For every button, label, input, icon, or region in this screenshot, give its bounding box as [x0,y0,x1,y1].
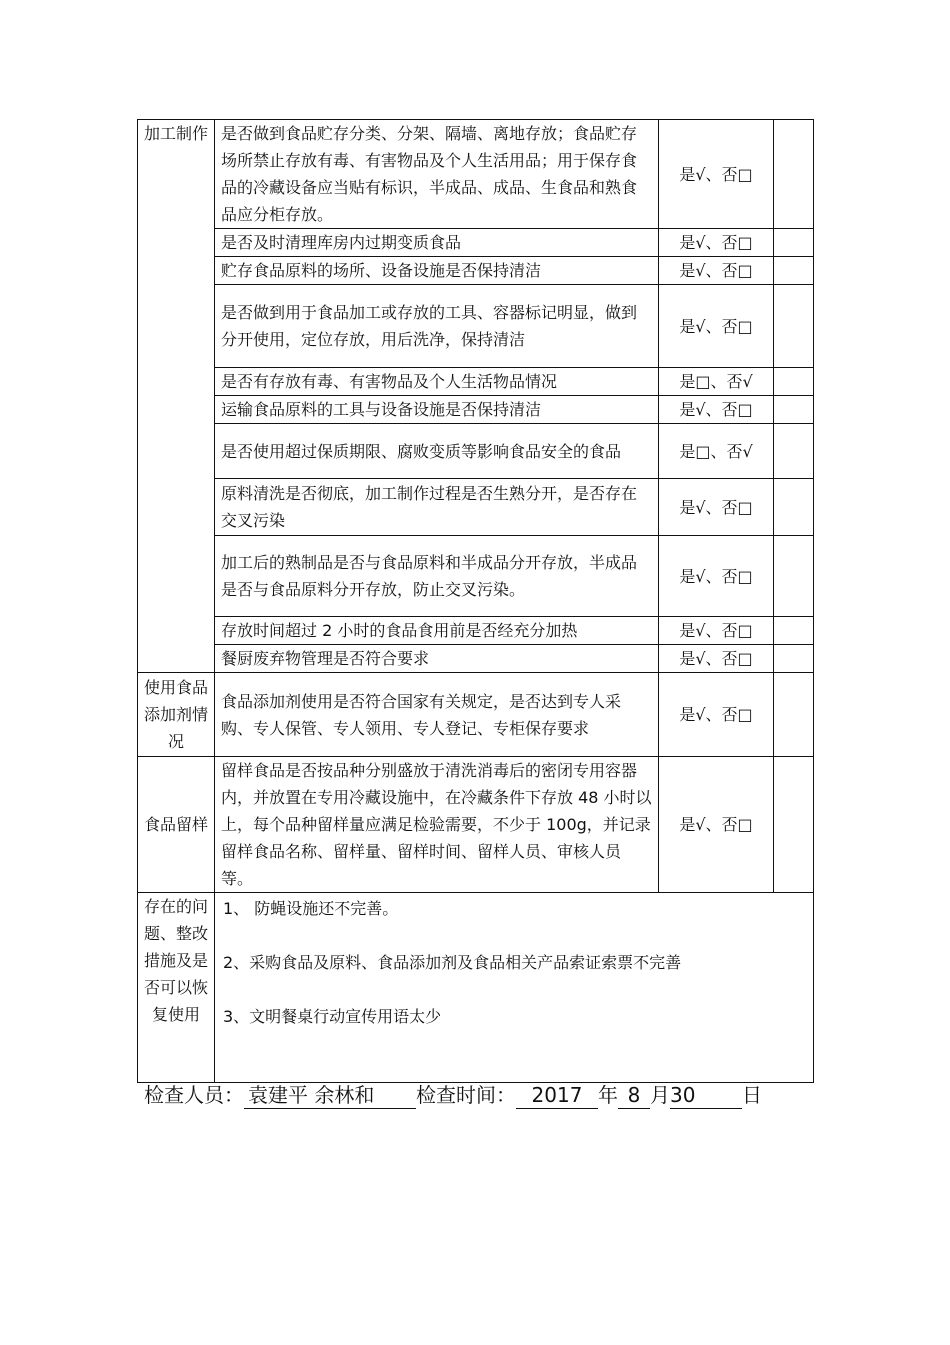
check-answer: 是√、否□ [659,645,774,673]
check-item: 原料清洗是否彻底，加工制作过程是否生熟分开，是否存在交叉污染 [215,479,659,536]
note-cell [774,120,814,229]
note-cell [774,479,814,536]
note-cell [774,257,814,285]
month-unit: 月 [650,1083,670,1107]
inspector-names: 袁建平 余林和 [244,1082,416,1109]
issues-row [138,893,814,1083]
check-answer: 是√、否□ [659,257,774,285]
check-item: 食品添加剂使用是否符合国家有关规定，是否达到专人采购、专人保管、专人领用、专人登记、专柜保存要求 [215,673,659,757]
check-answer: 是√、否□ [659,757,774,893]
check-answer: 是□、否√ [659,424,774,479]
note-cell [774,229,814,257]
check-answer: 是√、否□ [659,617,774,645]
table-row [138,229,814,257]
table-row [138,757,814,893]
year-unit: 年 [598,1083,618,1107]
year-value: 2017 [516,1082,598,1109]
note-cell [774,536,814,617]
check-item: 餐厨废弃物管理是否符合要求 [215,645,659,673]
issues-category-cell: 存在的问题、整改措施及是否可以恢复使用 [138,893,215,1083]
category-cell: 加工制作 [138,120,215,673]
check-item: 贮存食品原料的场所、设备设施是否保持清洁 [215,257,659,285]
check-item: 运输食品原料的工具与设备设施是否保持清洁 [215,396,659,424]
issue-item: 1、 防蝇设施还不完善。 [223,899,399,918]
inspection-table [137,119,814,1083]
table-row [138,120,814,229]
table-row [138,617,814,645]
note-cell [774,424,814,479]
check-answer: 是√、否□ [659,396,774,424]
note-cell [774,368,814,396]
category-cell: 使用食品添加剂情况 [138,673,215,757]
check-answer: 是□、否√ [659,368,774,396]
category-cell: 食品留样 [138,757,215,893]
check-answer: 是√、否□ [659,120,774,229]
check-item: 是否使用超过保质期限、腐败变质等影响食品安全的食品 [215,424,659,479]
check-answer: 是√、否□ [659,536,774,617]
check-item: 是否及时清理库房内过期变质食品 [215,229,659,257]
issue-item: 3、文明餐桌行动宣传用语太少 [223,1007,442,1026]
month-value: 8 [618,1082,650,1109]
table-row [138,257,814,285]
table-row [138,424,814,479]
note-cell [774,673,814,757]
check-answer: 是√、否□ [659,673,774,757]
table-row [138,285,814,368]
day-value: 30 [670,1082,742,1109]
table-row [138,645,814,673]
check-answer: 是√、否□ [659,229,774,257]
check-item: 是否有存放有毒、有害物品及个人生活物品情况 [215,368,659,396]
issues-cell [215,893,814,1083]
check-item: 是否做到用于食品加工或存放的工具、容器标记明显，做到分开使用，定位存放，用后洗净，保持清洁 [215,285,659,368]
inspector-label: 检查人员： [144,1083,244,1107]
table-row [138,673,814,757]
table-row [138,536,814,617]
check-item: 是否做到食品贮存分类、分架、隔墙、离地存放；食品贮存场所禁止存放有毒、有害物品及个人生活用品；用于保存食品的冷藏设备应当贴有标识，半成品、成品、生食品和熟食品应分柜存放。 [215,120,659,229]
table-row [138,368,814,396]
note-cell [774,285,814,368]
note-cell [774,617,814,645]
check-item: 存放时间超过 2 小时的食品食用前是否经充分加热 [215,617,659,645]
note-cell [774,396,814,424]
check-answer: 是√、否□ [659,479,774,536]
check-item: 加工后的熟制品是否与食品原料和半成品分开存放，半成品是否与食品原料分开存放，防止交叉污染。 [215,536,659,617]
note-cell [774,645,814,673]
issue-item: 2、采购食品及原料、食品添加剂及食品相关产品索证索票不完善 [223,953,682,972]
day-unit: 日 [742,1083,762,1107]
table-row [138,396,814,424]
time-label: 检查时间： [416,1083,516,1107]
check-answer: 是√、否□ [659,285,774,368]
check-item: 留样食品是否按品种分别盛放于清洗消毒后的密闭专用容器内，并放置在专用冷藏设施中，在冷藏条件下存放 48 小时以上，每个品种留样量应满足检验需要，不少于 100g，并记录留样食品名称、留样量、留样时间、留样人员、审核人员等。 [215,757,659,893]
signature-line [144,1080,762,1110]
table-row [138,479,814,536]
note-cell [774,757,814,893]
